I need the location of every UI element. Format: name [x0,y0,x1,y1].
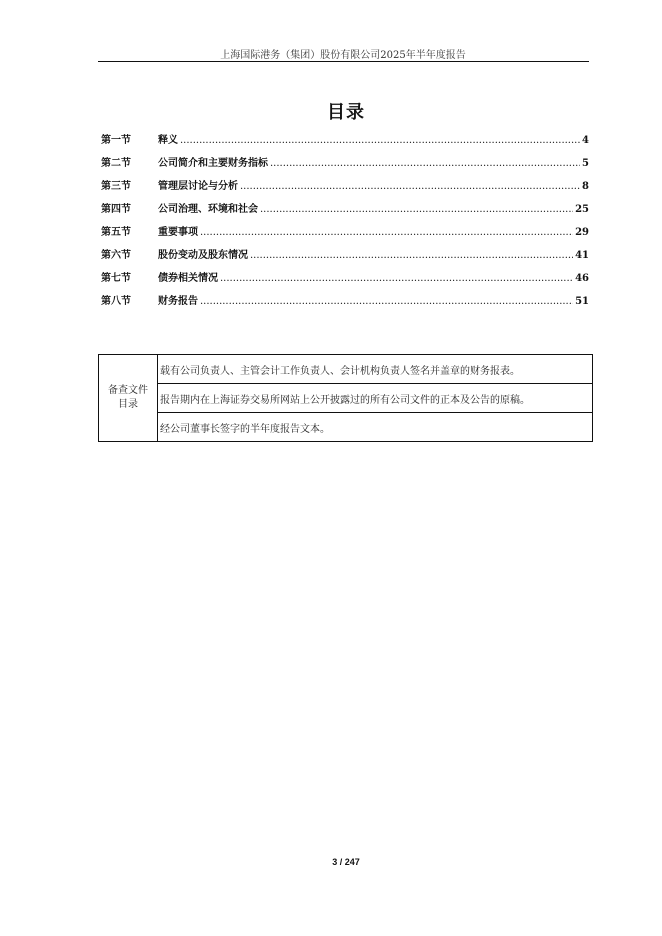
reference-document-item: 报告期内在上海证券交易所网站上公开披露过的所有公司文件的正本及公告的原稿。 [158,384,593,413]
table-row [99,355,593,384]
report-header-title: 上海国际港务（集团）股份有限公司2025年半年度报告 [220,50,466,61]
table-row [99,384,593,413]
reference-label-line: 备查文件 [108,385,148,396]
toc-entry[interactable] [101,269,589,292]
toc-page-number: 29 [575,227,589,238]
toc-section-heading: 财务报告 [158,296,198,307]
table-row [99,413,593,442]
toc-dot-leader [220,273,573,284]
toc-dot-leader [240,181,580,192]
toc-section-number: 第二节 [101,158,131,169]
reference-label-line: 目录 [118,399,138,410]
reference-document-item: 经公司董事长签字的半年度报告文本。 [158,413,593,442]
toc-section-heading: 释义 [158,135,178,146]
toc-dot-leader [180,135,580,146]
toc-entry[interactable] [101,154,589,177]
toc-section-number: 第一节 [101,135,131,146]
header-divider [98,61,589,62]
toc-page-number: 25 [575,204,589,215]
toc-section-number: 第六节 [101,250,131,261]
toc-section-heading: 股份变动及股东情况 [158,250,248,261]
reference-documents-label [99,355,158,442]
toc-page-number: 51 [575,296,589,307]
toc-section-number: 第七节 [101,273,131,284]
toc-entry[interactable] [101,292,589,315]
page-number-indicator: 3 / 247 [332,857,360,867]
toc-section-heading: 债券相关情况 [158,273,218,284]
toc-dot-leader [260,204,573,215]
toc-page-number: 41 [575,250,589,261]
toc-entry[interactable] [101,200,589,223]
toc-entry[interactable] [101,223,589,246]
reference-document-item: 载有公司负责人、主管会计工作负责人、会计机构负责人签名并盖章的财务报表。 [158,355,593,384]
toc-dot-leader [250,250,573,261]
toc-section-number: 第五节 [101,227,131,238]
toc-section-number: 第八节 [101,296,131,307]
toc-section-heading: 管理层讨论与分析 [158,181,238,192]
toc-page-number: 8 [582,181,589,192]
toc-page-number: 5 [582,158,589,169]
toc-entry[interactable] [101,246,589,269]
toc-title: 目录 [327,102,365,123]
toc-entry[interactable] [101,177,589,200]
toc-section-number: 第三节 [101,181,131,192]
toc-section-heading: 重要事项 [158,227,198,238]
toc-page-number: 46 [575,273,589,284]
toc-page-number: 4 [582,135,589,146]
toc-dot-leader [270,158,580,169]
reference-documents-table [98,354,593,442]
toc-section-heading: 公司简介和主要财务指标 [158,158,268,169]
toc-dot-leader [200,227,573,238]
toc-section-number: 第四节 [101,204,131,215]
toc-section-heading: 公司治理、环境和社会 [158,204,258,215]
toc-entry[interactable] [101,131,589,154]
toc-dot-leader [200,296,573,307]
table-of-contents [101,131,589,315]
